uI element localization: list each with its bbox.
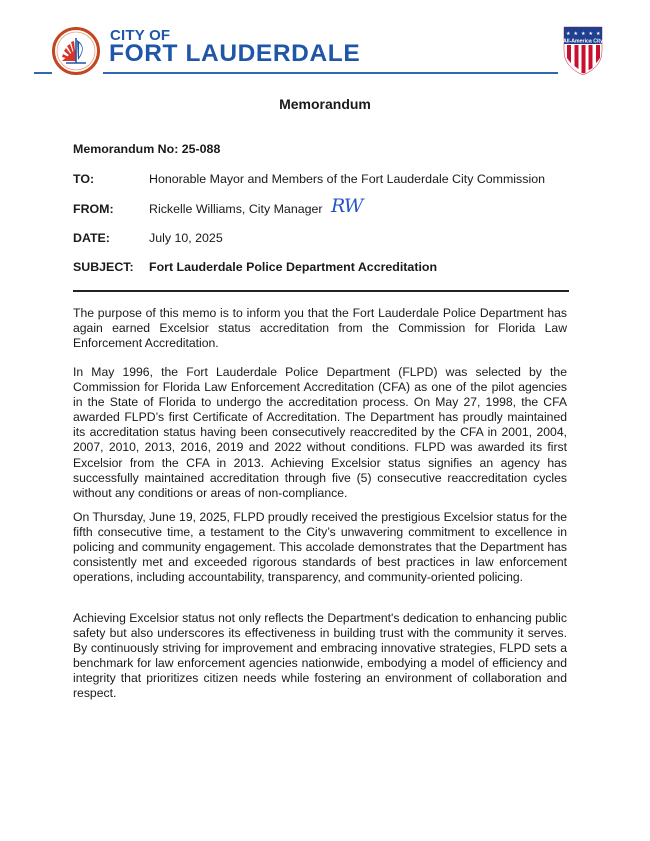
svg-text:★: ★ — [596, 31, 601, 37]
from-label: FROM: — [73, 202, 114, 216]
letterhead-rule-left — [34, 72, 52, 74]
all-america-city-shield-icon — [562, 25, 604, 77]
header-divider — [73, 290, 569, 292]
signature-initials: RW — [331, 195, 363, 217]
subject-label: SUBJECT: — [73, 260, 134, 274]
letterhead-rule — [103, 72, 558, 74]
page-title: Memorandum — [279, 96, 371, 112]
date-label: DATE: — [73, 231, 110, 245]
to-label: TO: — [73, 172, 95, 186]
svg-text:★: ★ — [573, 31, 578, 37]
memorandum-number: Memorandum No: 25-088 — [73, 142, 221, 156]
city-name-text: FORT LAUDERDALE — [109, 40, 361, 67]
svg-text:★: ★ — [581, 31, 586, 37]
body-paragraph-excelsior: On Thursday, June 19, 2025, FLPD proudly received the prestigious Excelsior status for the fifth consecutive time, a testament to the City’s unwavering commitment to excellence in policing and community engagement. This accolade demonstrates that the Department has consistently met and exceeded rigorous standards of best practices in law enforcement operations, including accountability, transparency, and community-oriented policing. — [73, 510, 567, 585]
body-paragraph-significance: Achieving Excelsior status not only reflects the Department's dedication to enhancing public safety but also underscores its effectiveness in building trust with the community it serves. By continuously striving for improvement and embracing innovative strategies, FLPD sets a benchmark for law enforcement agencies nationwide, embodying a model of efficiency and integrity that prioritizes citizen needs while fostering an environment of collaboration and respect. — [73, 611, 567, 701]
subject-value: Fort Lauderdale Police Department Accreditation — [149, 260, 438, 274]
svg-text:All-America City: All-America City — [562, 38, 604, 45]
city-seal-icon — [52, 27, 100, 75]
from-value: Rickelle Williams, City Manager — [149, 202, 323, 216]
svg-text:★: ★ — [566, 31, 571, 37]
letterhead — [0, 0, 650, 90]
svg-text:★: ★ — [588, 31, 593, 37]
body-paragraph-purpose: The purpose of this memo is to inform you that the Fort Lauderdale Police Department has again earned Excelsior status accreditation from the Commission for Florida Law Enforcement Accreditation. — [73, 306, 567, 351]
body-paragraph-history: In May 1996, the Fort Lauderdale Police Department (FLPD) was selected by the Commission for Florida Law Enforcement Accreditation (CFA) as one of the pilot agencies in the State of Florida to undergo the accreditation process. On May 27, 1998, the CFA awarded FLPD’s first Certificate of Accreditation. The Department has proudly maintained its accreditation status having been consecutively reaccredited by the CFA in 2001, 2004, 2007, 2010, 2013, 2016, 2019 and 2022 without conditions. FLPD was awarded its first Excelsior from the CFA in 2013. Achieving Excelsior status signifies an agency has successfully maintained accreditation through five (5) consecutive reaccreditation cycles without any conditions or areas of non-compliance. — [73, 365, 567, 500]
city-of-text: CITY OF — [110, 27, 171, 44]
date-value: July 10, 2025 — [149, 231, 223, 245]
to-value: Honorable Mayor and Members of the Fort Lauderdale City Commission — [149, 172, 545, 186]
